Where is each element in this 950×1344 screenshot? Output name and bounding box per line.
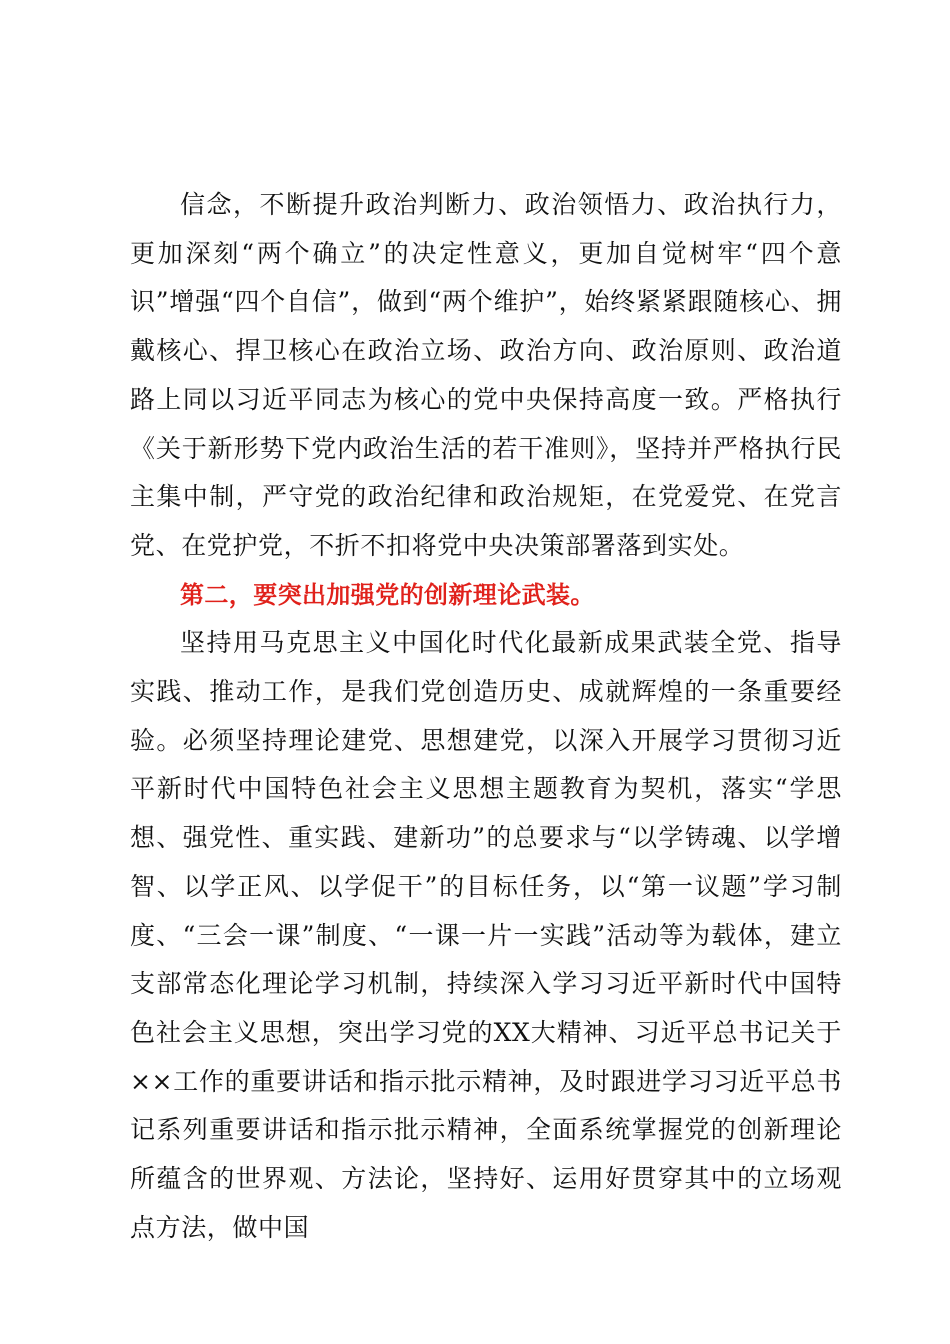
paragraph-political-loyalty: 信念，不断提升政治判断力、政治领悟力、政治执行力，更加深刻“两个确立”的决定性意义，更加自觉树牢“四个意识”增强“四个自信”，做到“两个维护”，始终紧紧跟随核心、拥戴核心、捍卫核心在政治立场、政治方向、政治原则、政治道路上同以习近平同志为核心的党中央保持高度一致。严格执行《关于新形势下党内政治生活的若干准则》，坚持并严格执行民主集中制，严守党的政治纪律和政治规矩，在党爱党、在党言党、在党护党，不折不扣将党中央决策部署落到实处。 (130, 190, 842, 560)
paragraph-theory-arming: 坚持用马克思主义中国化时代化最新成果武装全党、指导实践、推动工作，是我们党创造历史、成就辉煌的一条重要经验。必须坚持理论建党、思想建党，以深入开展学习贯彻习近平新时代中国特色社会主义思想主题教育为契机，落实“学思想、强党性、重实践、建新功”的总要求与“以学铸魂、以学增智、以学正风、以学促干”的目标任务，以“第一议题”学习制度、“三会一课”制度、“一课一片一实践”活动等为载体，建立支部常态化理论学习机制，持续深入学习习近平新时代中国特色社会主义思想，突出学习党的XX大精神、习近平总书记关于××工作的重要讲话和指示批示精神，及时跟进学习习近平总书记系列重要讲话和指示批示精神，全面系统掌握党的创新理论所蕴含的世界观、方法论，坚持好、运用好贯穿其中的立场观点方法，做中国 (130, 628, 842, 1242)
section-heading-second: 第二，要突出加强党的创新理论武装。 (180, 580, 595, 609)
document-body (130, 181, 842, 1252)
